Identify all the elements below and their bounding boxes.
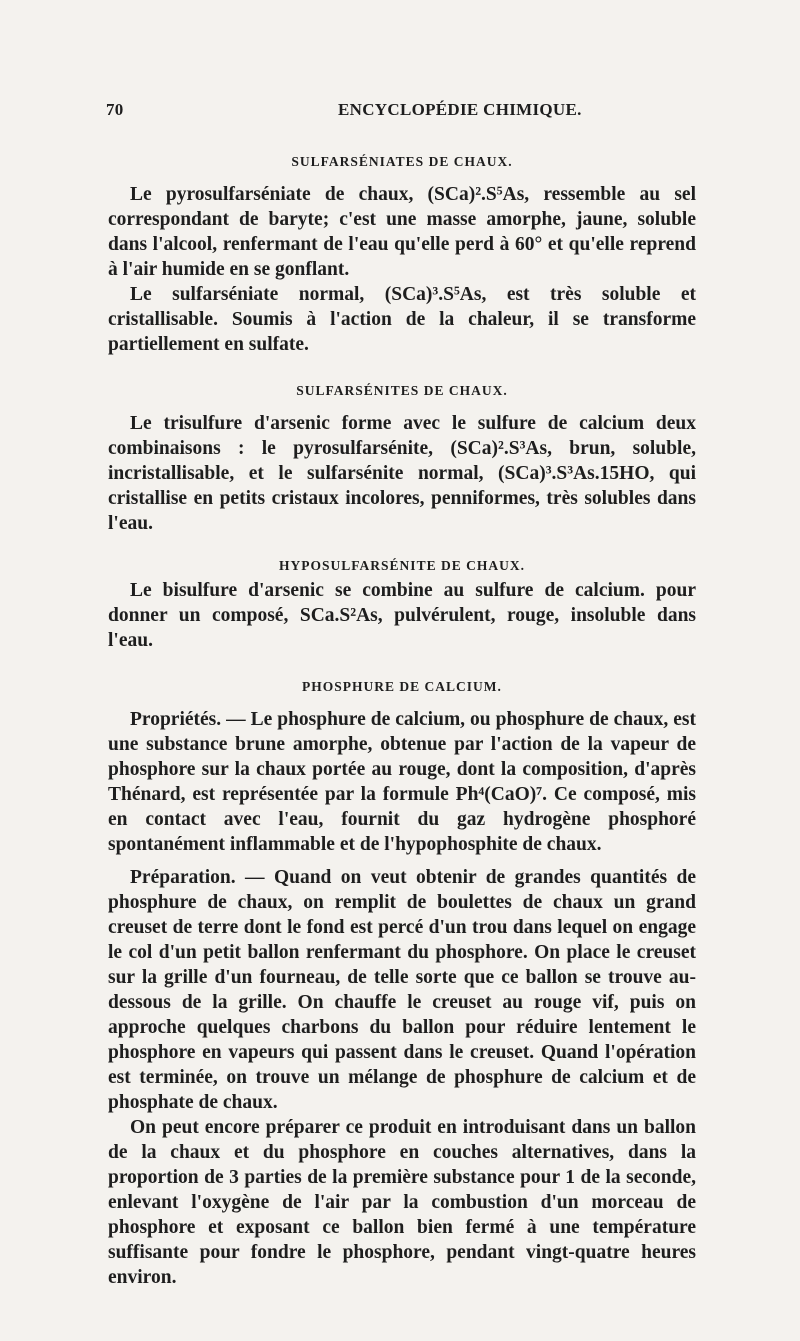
page-number: 70 [106,100,124,119]
running-title: ENCYCLOPÉDIE CHIMIQUE. [338,100,582,119]
paragraph: Le trisulfure d'arsenic forme avec le sulfure de calcium deux combinaisons : le pyrosulfarsénite, (SCa)².S³As, brun, soluble, incristallisable, et le sulfarsénite normal, (SCa)³.S³As.15HO, qui cristallise en petits cristaux incolores, penniformes, très solubles dans l'eau. [108,413,696,534]
page-body [108,150,696,1290]
section-heading: SULFARSÉNITES DE CHAUX. [296,383,508,398]
section-heading: SULFARSÉNIATES DE CHAUX. [291,154,513,169]
paragraph: Le bisulfure d'arsenic se combine au sulfure de calcium. pour donner un composé, SCa.S²As, pulvérulent, rouge, insoluble dans l'eau. [108,580,696,651]
running-header [106,100,706,130]
section-heading: HYPOSULFARSÉNITE DE CHAUX. [279,558,525,573]
paragraph: On peut encore préparer ce produit en introduisant dans un ballon de la chaux et du phosphore en couches alternatives, dans la proportion de 3 parties de la première substance pour 1 de la seconde, enlevant l'oxygène de l'air par la combustion d'un morceau de phosphore et exposant ce ballon bien fermé à une température suffisante pour fondre le phosphore, pendant vingt-quatre heures environ. [108,1117,696,1288]
paragraph: Le sulfarséniate normal, (SCa)³.S⁵As, est très soluble et cristallisable. Soumis à l'action de la chaleur, il se transforme partiellement en sulfate. [108,284,696,355]
paragraph: Propriétés. — Le phosphure de calcium, ou phosphure de chaux, est une substance brune amorphe, obtenue par l'action de la vapeur de phosphore sur la chaux portée au rouge, dont la composition, d'après Thénard, est représentée par la formule Ph⁴(CaO)⁷. Ce composé, mis en contact avec l'eau, fournit du gaz hydrogène phosphoré spontanément inflammable et de l'hypophosphite de chaux. [108,709,696,855]
paragraph: Préparation. — Quand on veut obtenir de grandes quantités de phosphure de chaux, on remplit de boulettes de chaux un grand creuset de terre dont le fond est percé d'un trou dans lequel on engage le col d'un petit ballon renfermant du phosphore. On place le creuset sur la grille d'un fourneau, de telle sorte que ce ballon se trouve au-dessous de la grille. On chauffe le creuset au rouge vif, puis on approche quelques charbons du ballon pour réduire lentement le phosphore en vapeurs qui passent dans le creuset. Quand l'opération est terminée, on trouve un mélange de phosphure de calcium et de phosphate de chaux. [108,867,696,1113]
section-heading: PHOSPHURE DE CALCIUM. [302,679,502,694]
paragraph: Le pyrosulfarséniate de chaux, (SCa)².S⁵As, ressemble au sel correspondant de baryte; c'est une masse amorphe, jaune, soluble dans l'alcool, renfermant de l'eau qu'elle perd à 60° et qu'elle reprend à l'air humide en se gonflant. [108,184,696,280]
